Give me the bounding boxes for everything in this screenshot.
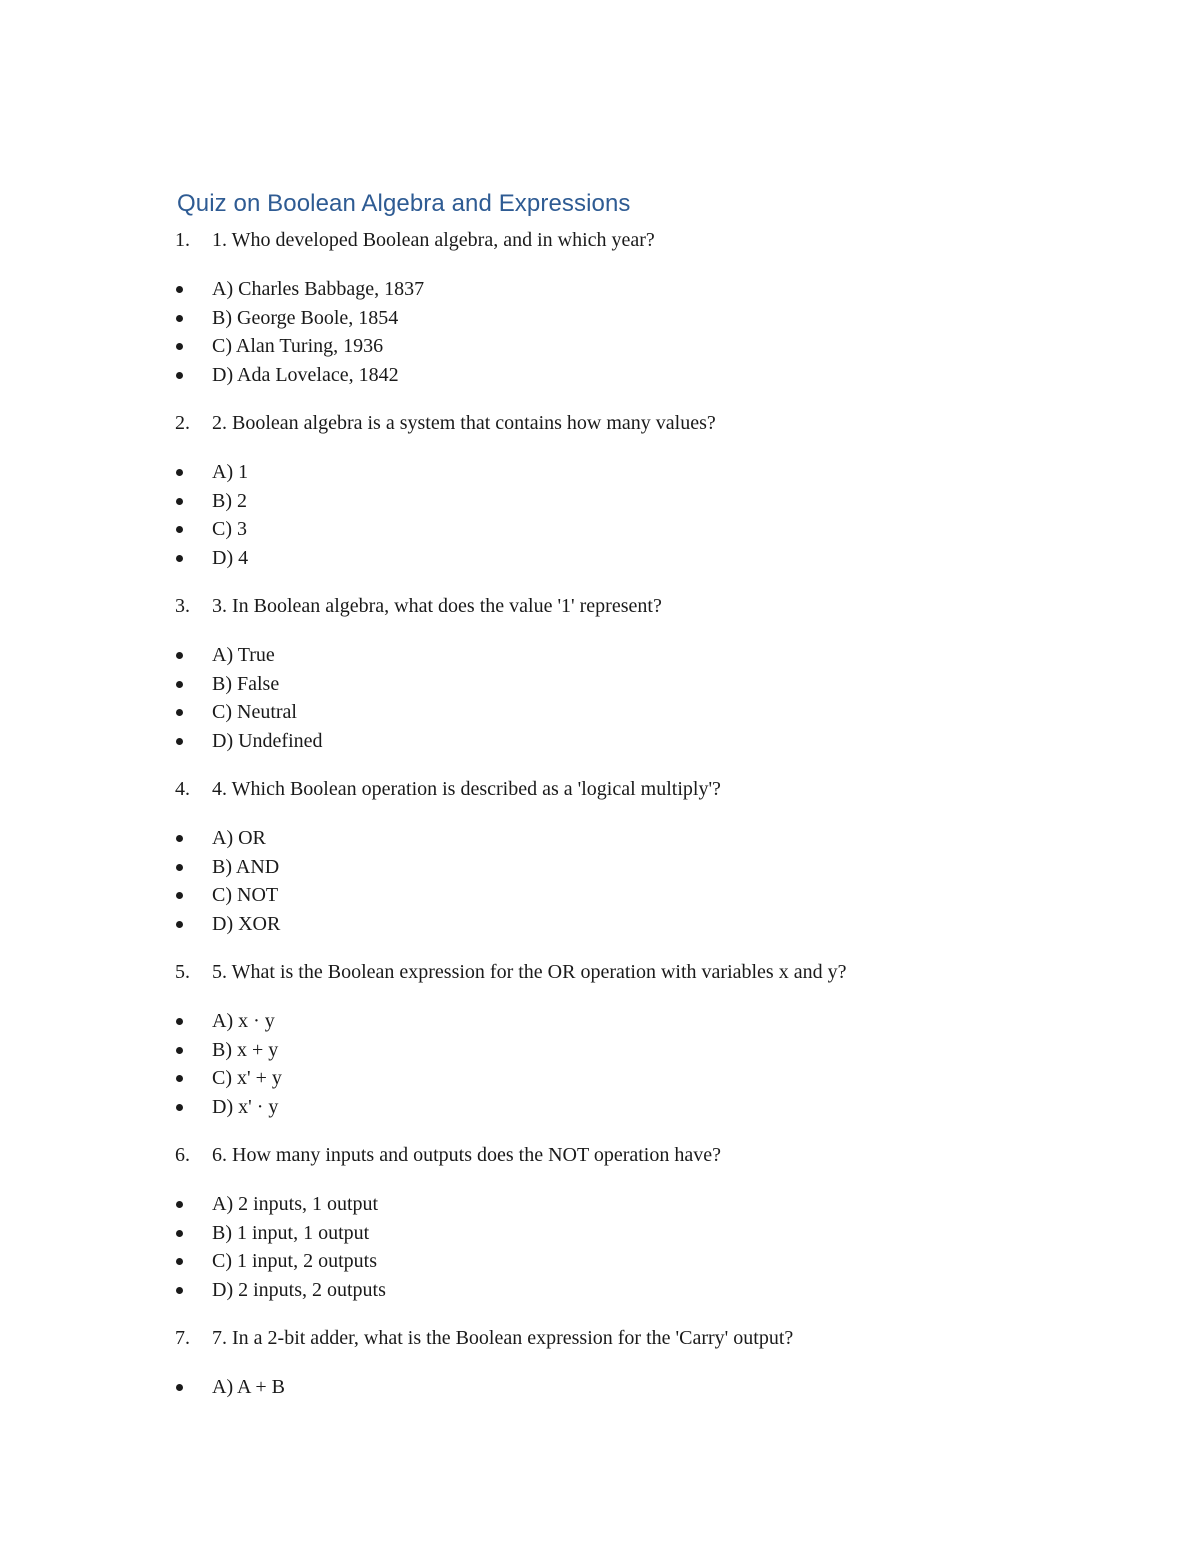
answer-option-text: B) x + y	[212, 1038, 279, 1061]
bullet-icon	[176, 343, 183, 350]
question-item	[0, 1141, 1200, 1170]
answer-options-list	[0, 824, 1200, 938]
bullet-icon	[176, 738, 183, 745]
answer-option-text: A) OR	[212, 827, 266, 849]
answer-option	[0, 1276, 1200, 1305]
bullet-icon	[176, 372, 183, 379]
answer-option-text: B) 1 input, 1 output	[212, 1221, 370, 1244]
answer-option-text: B) False	[212, 672, 280, 695]
bullet-icon	[176, 1287, 183, 1294]
answer-option-text: B) George Boole, 1854	[212, 306, 399, 329]
bullet-icon	[176, 1104, 183, 1111]
question-number: 1.	[175, 229, 190, 251]
bullet-icon	[176, 1018, 183, 1025]
answer-option	[0, 544, 1200, 573]
answer-option-text: D) Undefined	[212, 729, 323, 752]
answer-option	[0, 698, 1200, 727]
question-text: 1. Who developed Boolean algebra, and in which year?	[212, 229, 655, 251]
answer-option	[0, 487, 1200, 516]
question-item	[0, 958, 1200, 987]
question-text: 4. Which Boolean operation is described as a 'logical multiply'?	[212, 778, 721, 800]
answer-option-text: A) x · y	[212, 1010, 275, 1032]
answer-options-list	[0, 458, 1200, 572]
answer-option-text: D) 2 inputs, 2 outputs	[212, 1278, 386, 1301]
bullet-icon	[176, 681, 183, 688]
answer-option-text: D) XOR	[212, 912, 281, 935]
answer-option-text: A) 1	[212, 461, 249, 483]
question-text: 2. Boolean algebra is a system that contains how many values?	[212, 412, 716, 434]
document-title: Quiz on Boolean Algebra and Expressions	[177, 190, 631, 217]
answer-option	[0, 641, 1200, 670]
question-item	[0, 409, 1200, 438]
bullet-icon	[176, 469, 183, 476]
bullet-icon	[176, 709, 183, 716]
bullet-icon	[176, 1075, 183, 1082]
answer-option-text: A) Charles Babbage, 1837	[212, 278, 425, 300]
bullet-icon	[176, 835, 183, 842]
answer-option	[0, 727, 1200, 756]
answer-option	[0, 824, 1200, 853]
answer-option-text: C) Alan Turing, 1936	[212, 335, 384, 357]
answer-option	[0, 910, 1200, 939]
answer-option-text: A) A + B	[212, 1376, 285, 1398]
bullet-icon	[176, 892, 183, 899]
question-item	[0, 775, 1200, 804]
answer-option-text: A) 2 inputs, 1 output	[212, 1193, 379, 1215]
bullet-icon	[176, 1047, 183, 1054]
bullet-icon	[176, 652, 183, 659]
answer-option-text: D) Ada Lovelace, 1842	[212, 363, 399, 386]
question-number: 3.	[175, 595, 190, 617]
bullet-icon	[176, 526, 183, 533]
bullet-icon	[176, 921, 183, 928]
answer-option-text: C) Neutral	[212, 701, 297, 723]
answer-option-text: D) 4	[212, 546, 249, 569]
question-item	[0, 226, 1200, 255]
answer-option	[0, 853, 1200, 882]
answer-option	[0, 1007, 1200, 1036]
answer-option-text: A) True	[212, 644, 275, 666]
answer-option-text: C) 3	[212, 518, 247, 540]
bullet-icon	[176, 498, 183, 505]
question-number: 5.	[175, 961, 190, 983]
answer-option	[0, 361, 1200, 390]
answer-options-list	[0, 1007, 1200, 1121]
bullet-icon	[176, 1384, 183, 1391]
answer-option	[0, 881, 1200, 910]
answer-option	[0, 1064, 1200, 1093]
question-text: 5. What is the Boolean expression for the OR operation with variables x and y?	[212, 961, 847, 983]
answer-option	[0, 1093, 1200, 1122]
answer-option-text: D) x' · y	[212, 1095, 279, 1118]
answer-option	[0, 1190, 1200, 1219]
bullet-icon	[176, 315, 183, 322]
question-number: 4.	[175, 778, 190, 800]
bullet-icon	[176, 1201, 183, 1208]
answer-option	[0, 1247, 1200, 1276]
answer-option	[0, 304, 1200, 333]
bullet-icon	[176, 864, 183, 871]
question-item	[0, 592, 1200, 621]
question-number: 2.	[175, 412, 190, 434]
bullet-icon	[176, 555, 183, 562]
question-number: 7.	[175, 1327, 190, 1349]
answer-option-text: B) 2	[212, 489, 247, 512]
answer-option	[0, 1373, 1200, 1402]
question-text: 7. In a 2-bit adder, what is the Boolean expression for the 'Carry' output?	[212, 1327, 794, 1349]
answer-options-list	[0, 1373, 1200, 1402]
question-number: 6.	[175, 1144, 190, 1166]
bullet-icon	[176, 1230, 183, 1237]
question-item	[0, 1324, 1200, 1353]
answer-option	[0, 1219, 1200, 1248]
answer-option	[0, 275, 1200, 304]
answer-option-text: C) NOT	[212, 884, 279, 906]
answer-options-list	[0, 641, 1200, 755]
answer-options-list	[0, 1190, 1200, 1304]
answer-option-text: B) AND	[212, 855, 280, 878]
question-text: 6. How many inputs and outputs does the NOT operation have?	[212, 1144, 721, 1166]
answer-option-text: C) x' + y	[212, 1067, 282, 1089]
answer-option	[0, 1036, 1200, 1065]
bullet-icon	[176, 1258, 183, 1265]
quiz-content	[0, 226, 1200, 1422]
answer-options-list	[0, 275, 1200, 389]
answer-option	[0, 332, 1200, 361]
answer-option	[0, 670, 1200, 699]
answer-option	[0, 458, 1200, 487]
bullet-icon	[176, 286, 183, 293]
answer-option-text: C) 1 input, 2 outputs	[212, 1250, 378, 1272]
question-text: 3. In Boolean algebra, what does the value '1' represent?	[212, 595, 662, 617]
answer-option	[0, 515, 1200, 544]
